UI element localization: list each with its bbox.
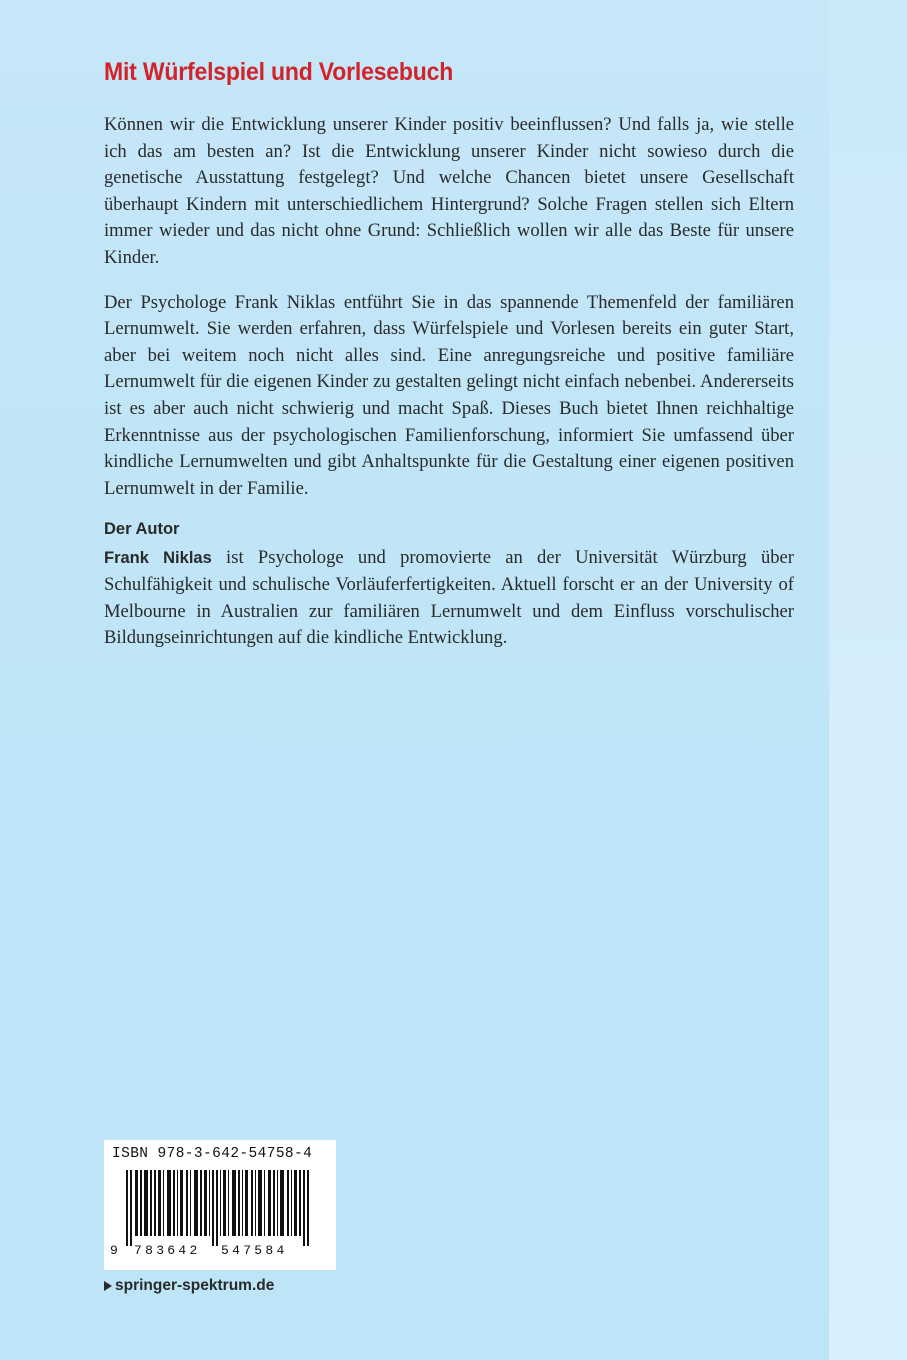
paragraph-description: Der Psychologe Frank Niklas entführt Sie in das spannende Themenfeld der familiären Lernumwelt. Sie werden erfahren, dass Würfelspiele und Vorlesen bereits ein guter Start, aber bei weitem noch nicht alles sind. Eine anregungsreiche und positive familiäre Lernumwelt für die eigenen Kinder zu gestalten gelingt nicht einfach nebenbei. Andererseits ist es aber auch nicht schwierig und macht Spaß. Dieses Buch bietet Ihnen reichhaltige Erkenntnisse aus der psychologischen Familienforschung, informiert Sie umfassend über kindliche Lernumwelten und gibt Anhaltspunkte für die Gestaltung einer eigenen positiven Lernumwelt in der Familie.	[104, 291, 794, 499]
website-url: springer-spektrum.de	[115, 1277, 275, 1294]
author-heading: Der Autor	[104, 520, 180, 539]
ean-right-digits: 547584	[221, 1243, 288, 1258]
ean-left-digits: 783642	[134, 1243, 201, 1258]
barcode-icon	[112, 1170, 328, 1246]
headline: Mit Würfelspiel und Vorlesebuch	[104, 58, 454, 86]
triangle-right-icon	[104, 1281, 112, 1291]
author-bio-text: ist Psychologe und promovierte an der Universität Würzburg über Schulfähigkeit und schulische Vorläuferfertigkeiten. Aktuell forscht er an der University of Melbourne in Australien zur familiären Lernumwelt und dem Einfluss vorschulischer Bildungseinrichtungen auf die kindliche Entwicklung.	[104, 547, 794, 649]
isbn-barcode	[104, 1140, 336, 1270]
paragraph-intro: Können wir die Entwicklung unserer Kinder positiv beeinflussen? Und falls ja, wie stelle ich das am besten an? Ist die Entwicklung unserer Kinder nicht sowieso durch die genetische Ausstattung festgelegt? Und welche Chancen bietet unsere Gesellschaft überhaupt Kindern mit unterschiedlichem Hintergrund? Solche Fragen stellen sich Eltern immer wieder und das nicht ohne Grund: Schließlich wollen wir alle das Beste für unsere Kinder.	[104, 114, 794, 268]
isbn-number: ISBN 978-3-642-54758-4	[112, 1146, 313, 1162]
author-bio	[104, 545, 794, 651]
author-name: Frank Niklas	[104, 549, 212, 568]
website-link[interactable]	[104, 1277, 274, 1295]
ean-first-digit: 9	[110, 1243, 118, 1258]
back-cover-text	[104, 58, 794, 670]
background-strip	[829, 0, 907, 1360]
